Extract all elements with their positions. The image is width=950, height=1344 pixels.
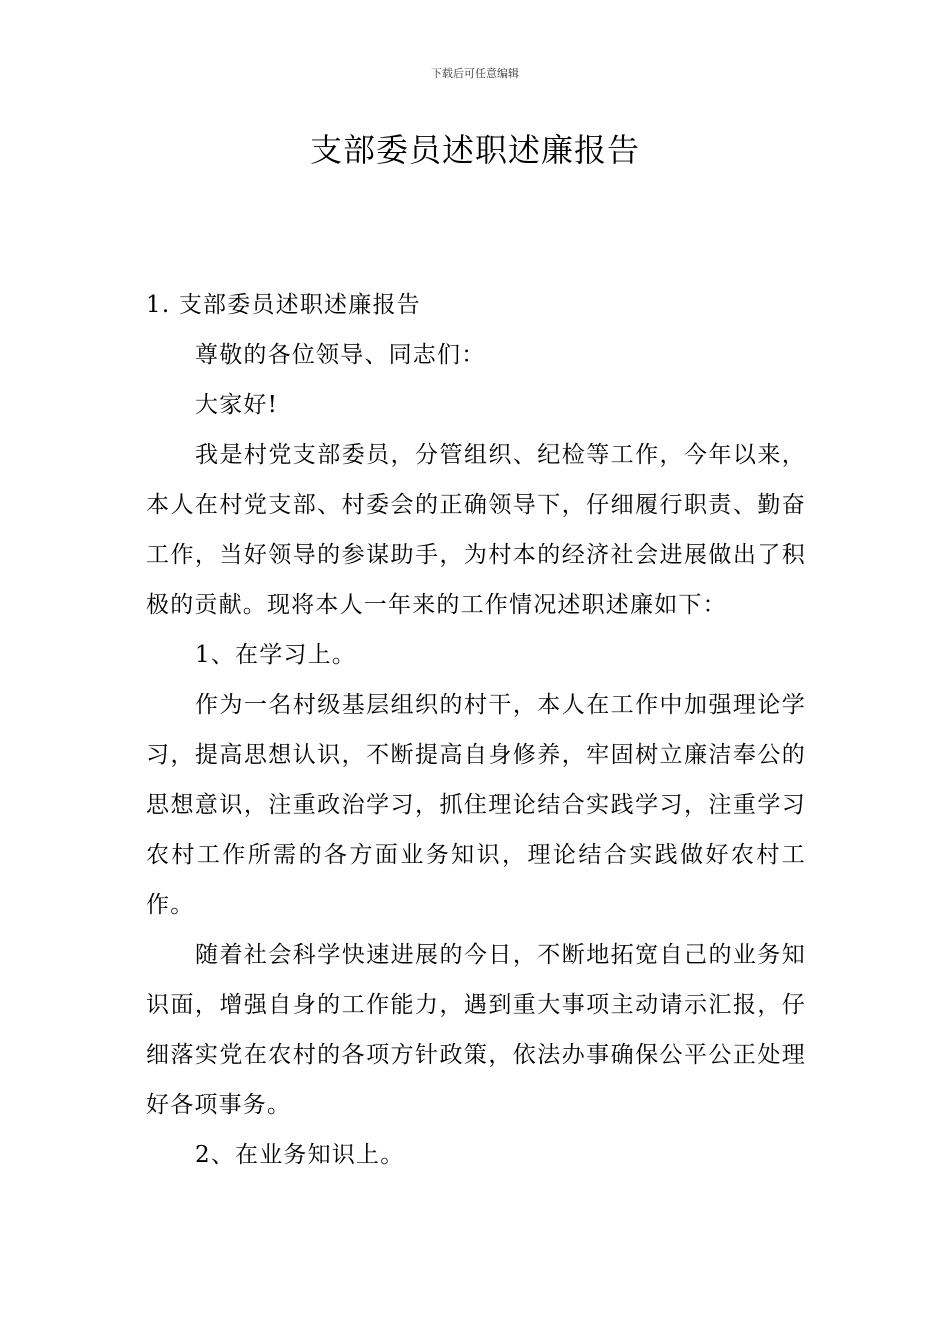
paragraph-greeting: 大家好! <box>195 392 279 418</box>
header-note: 下载后可任意编辑 <box>431 67 519 80</box>
paragraph-intro: 我是村党支部委员，分管组织、纪检等工作，今年以来，本人在村党支部、村委会的正确领导下，仔细履行职责、勤奋工作，当好领导的参谋助手，为村本的经济社会进展做出了积极的贡献。现将本人一年来的工作情况述职述廉如下： <box>146 442 806 618</box>
paragraph-salutation: 尊敬的各位领导、同志们： <box>195 342 486 368</box>
section-heading: 1. 支部委员述职述廉报告 <box>146 292 421 318</box>
subheading-study: 1、在学习上。 <box>195 642 357 668</box>
subheading-business: 2、在业务知识上。 <box>195 1142 405 1168</box>
document-title: 支部委员述职述廉报告 <box>309 131 640 169</box>
paragraph-knowledge: 随着社会科学快速进展的今日，不断地拓宽自己的业务知识面，增强自身的工作能力，遇到重大事项主动请示汇报，仔细落实党在农村的各项方针政策，依法办事确保公平公正处理好各项事务。 <box>146 942 806 1118</box>
document-body <box>146 280 806 1180</box>
paragraph-study: 作为一名村级基层组织的村干，本人在工作中加强理论学习，提高思想认识，不断提高自身修养，牢固树立廉洁奉公的思想意识，注重政治学习，抓住理论结合实践学习，注重学习农村工作所需的各方面业务知识，理论结合实践做好农村工作。 <box>146 692 806 918</box>
